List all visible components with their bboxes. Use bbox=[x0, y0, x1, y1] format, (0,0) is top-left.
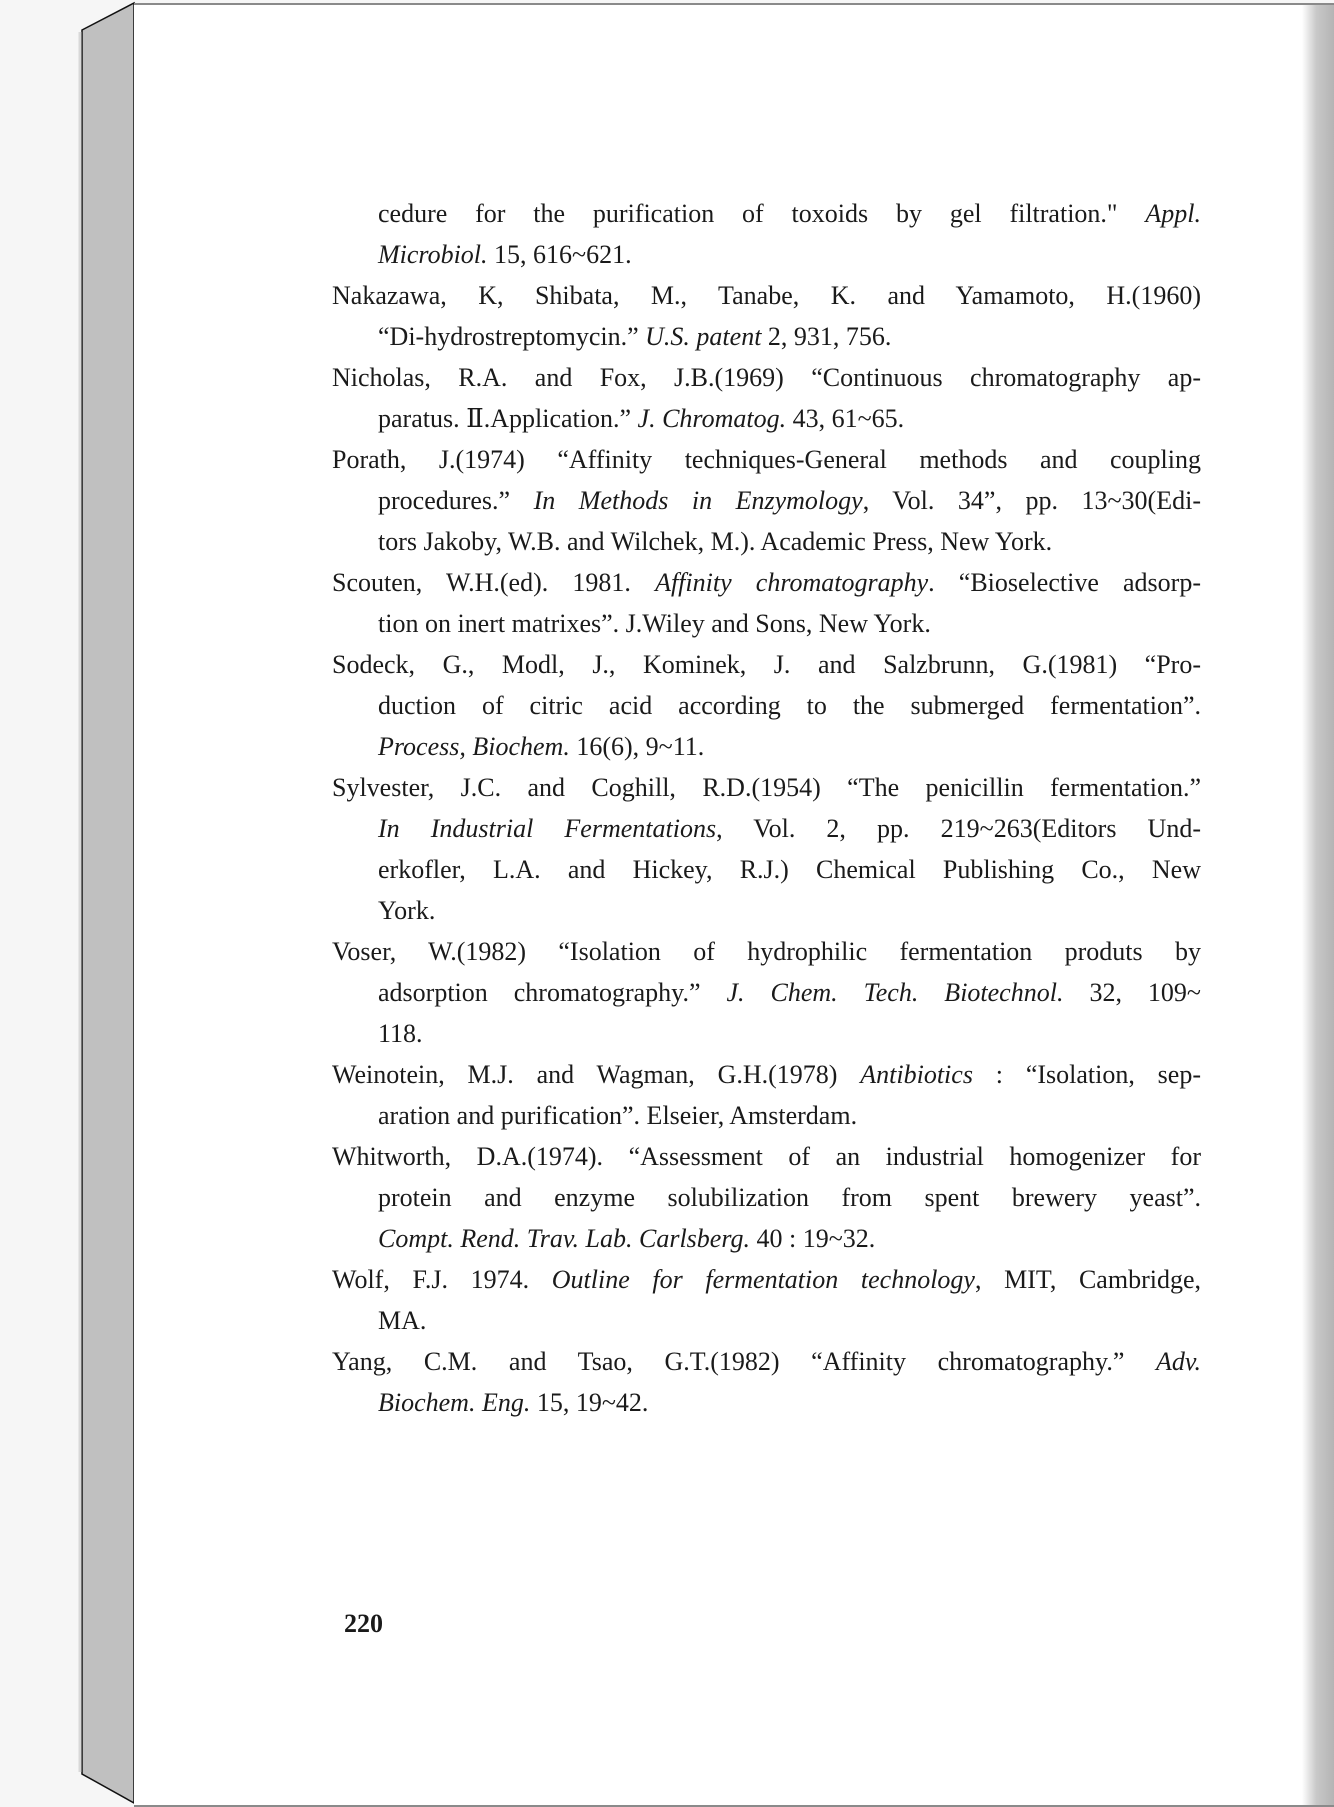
citation-text: . “Bioselective adsorp- bbox=[928, 568, 1201, 597]
citation-text: Yang, C.M. and Tsao, G.T.(1982) “Affinity chromatography.” bbox=[332, 1347, 1156, 1376]
italic-citation-text: Affinity chromatography bbox=[655, 568, 929, 597]
reference-line bbox=[378, 685, 1201, 726]
italic-citation-text: Adv. bbox=[1156, 1347, 1201, 1376]
citation-text: , Vol. 2, pp. 219~263(Editors Und- bbox=[716, 814, 1201, 843]
citation-text: adsorption chromatography.” bbox=[378, 978, 727, 1007]
citation-text: protein and enzyme solubilization from spent brewery yeast”. bbox=[378, 1183, 1201, 1212]
citation-text: 2, 931, 756. bbox=[761, 322, 892, 351]
italic-citation-text: Antibiotics bbox=[860, 1060, 973, 1089]
reference-line bbox=[378, 1218, 1201, 1259]
reference-line bbox=[378, 1177, 1201, 1218]
citation-text: Wolf, F.J. 1974. bbox=[332, 1265, 552, 1294]
citation-text: Scouten, W.H.(ed). 1981. bbox=[332, 568, 656, 597]
italic-citation-text: Compt. Rend. Trav. Lab. Carlsberg. bbox=[378, 1224, 750, 1253]
page-number: 220 bbox=[344, 1609, 383, 1638]
italic-citation-text: Biochem. Eng. bbox=[378, 1388, 531, 1417]
citation-text: 43, 61~65. bbox=[786, 404, 905, 433]
reference-line bbox=[378, 726, 1201, 767]
citation-text: erkofler, L.A. and Hickey, R.J.) Chemical Publishing Co., New bbox=[378, 855, 1201, 884]
citation-text: 15, 19~42. bbox=[530, 1388, 649, 1417]
italic-citation-text: In Industrial Fermentations bbox=[378, 814, 717, 843]
citation-text: , MIT, Cambridge, bbox=[974, 1265, 1201, 1294]
citation-text: 40 : 19~32. bbox=[749, 1224, 876, 1253]
reference-line bbox=[332, 562, 1201, 603]
italic-citation-text: Microbiol. bbox=[378, 240, 488, 269]
italic-citation-text: Process, Biochem. bbox=[378, 732, 570, 761]
reference-line bbox=[378, 193, 1201, 234]
italic-citation-text: U.S. patent bbox=[645, 322, 762, 351]
reference-line bbox=[378, 521, 1201, 562]
citation-text: tion on inert matrixes”. J.Wiley and Sons, New York. bbox=[378, 609, 931, 638]
citation-text: tors Jakoby, W.B. and Wilchek, M.). Academic Press, New York. bbox=[378, 527, 1053, 556]
reference-line bbox=[378, 480, 1201, 521]
citation-text: , Vol. 34”, pp. 13~30(Edi- bbox=[862, 486, 1201, 515]
reference-line bbox=[378, 890, 1201, 931]
citation-text: Nakazawa, K, Shibata, M., Tanabe, K. and Yamamoto, H.(1960) bbox=[332, 281, 1201, 310]
reference-line bbox=[332, 931, 1201, 972]
citation-text: Nicholas, R.A. and Fox, J.B.(1969) “Continuous chromatography ap- bbox=[332, 363, 1201, 392]
citation-text: Sylvester, J.C. and Coghill, R.D.(1954) “The penicillin fermentation.” bbox=[332, 773, 1201, 802]
italic-citation-text: J. Chem. Tech. Biotechnol. bbox=[726, 978, 1064, 1007]
citation-text: “Di-hydrostreptomycin.” bbox=[378, 322, 646, 351]
reference-line bbox=[332, 357, 1201, 398]
italic-citation-text: J. Chromatog. bbox=[637, 404, 787, 433]
page-edge-shadow bbox=[1302, 5, 1334, 1805]
reference-line bbox=[378, 849, 1201, 890]
citation-text: 32, 109~ bbox=[1063, 978, 1202, 1007]
citation-text: : “Isolation, sep- bbox=[972, 1060, 1201, 1089]
reference-line bbox=[332, 439, 1201, 480]
citation-text: paratus. Ⅱ.Application.” bbox=[378, 404, 638, 433]
reference-line bbox=[378, 972, 1201, 1013]
citation-text: York. bbox=[378, 896, 436, 925]
reference-line bbox=[378, 316, 1201, 357]
reference-line bbox=[332, 1136, 1201, 1177]
citation-text: cedure for the purification of toxoids by gel filtration." bbox=[378, 199, 1146, 228]
citation-text: Voser, W.(1982) “Isolation of hydrophilic fermentation produts by bbox=[332, 937, 1201, 966]
reference-line bbox=[332, 1054, 1201, 1095]
reference-line bbox=[332, 767, 1201, 808]
citation-text: 16(6), 9~11. bbox=[569, 732, 705, 761]
reference-line bbox=[378, 603, 1201, 644]
reference-line bbox=[378, 808, 1201, 849]
reference-line bbox=[332, 644, 1201, 685]
reference-line bbox=[378, 1300, 1201, 1341]
reference-line bbox=[332, 1259, 1201, 1300]
citation-text: duction of citric acid according to the submerged fermentation”. bbox=[378, 691, 1201, 720]
reference-line bbox=[332, 275, 1201, 316]
reference-line bbox=[378, 234, 1201, 275]
reference-line bbox=[378, 1382, 1201, 1423]
citation-text: Porath, J.(1974) “Affinity techniques-General methods and coupling bbox=[332, 445, 1201, 474]
reference-line bbox=[378, 1013, 1201, 1054]
reference-line bbox=[378, 1095, 1201, 1136]
citation-text: Weinotein, M.J. and Wagman, G.H.(1978) bbox=[332, 1060, 861, 1089]
reference-line bbox=[332, 1341, 1201, 1382]
italic-citation-text: Appl. bbox=[1145, 199, 1201, 228]
italic-citation-text: In Methods in Enzymology bbox=[533, 486, 863, 515]
citation-text: 15, 616~621. bbox=[487, 240, 632, 269]
citation-text: Sodeck, G., Modl, J., Kominek, J. and Salzbrunn, G.(1981) “Pro- bbox=[332, 650, 1201, 679]
citation-text: aration and purification”. Elseier, Amsterdam. bbox=[378, 1101, 858, 1130]
citation-text: Whitworth, D.A.(1974). “Assessment of an industrial homogenizer for bbox=[332, 1142, 1201, 1171]
citation-text: 118. bbox=[378, 1019, 423, 1048]
citation-text: procedures.” bbox=[378, 486, 534, 515]
reference-line bbox=[378, 398, 1201, 439]
citation-text: MA. bbox=[378, 1306, 427, 1335]
italic-citation-text: Outline for fermentation technology bbox=[551, 1265, 975, 1294]
